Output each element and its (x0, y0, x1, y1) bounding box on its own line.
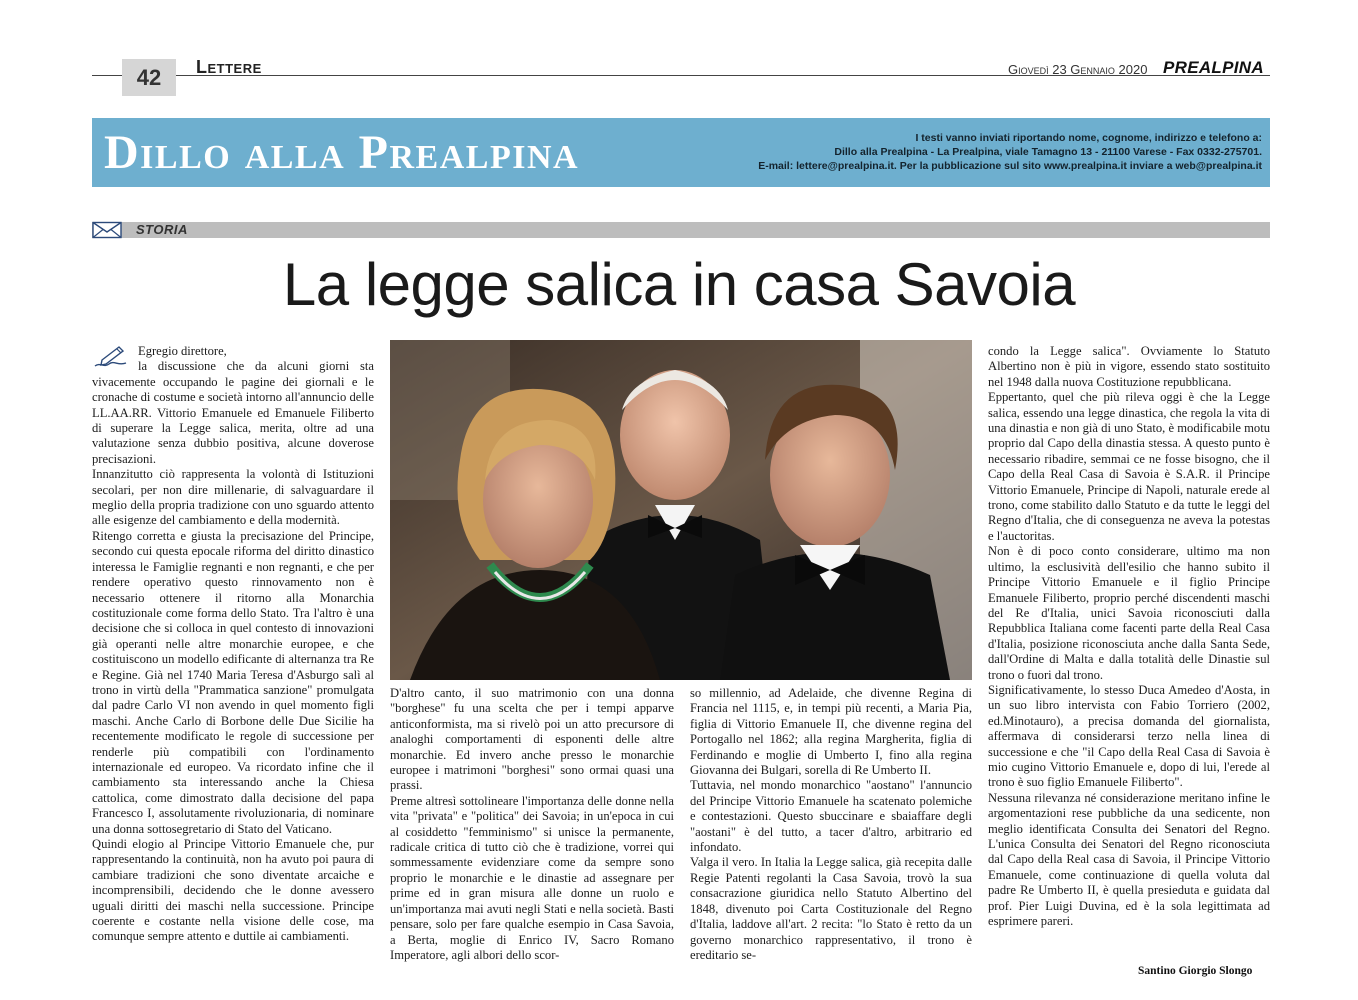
paragraph: Significativamente, lo stesso Duca Amedeo d'Aosta, in un suo libro intervista con Fabio Torriero (2002, ed.Minotauro), a precisa domanda del giornalista, affermava di considerarsi terzo nella linea di successione e che "il Capo della Real Casa di Savoia è mio cugino Vittorio Emanuele e, dopo di lui, l'erede al trono è suo figlio Emanuele Filiberto". (988, 682, 1270, 790)
paragraph: Nessuna rilevanza né considerazione meritano infine le argomentazioni rese pubbliche da una sedicente, non meglio identificata Consulta dei Senatori del Regno. L'unica Consulta dei Senatori del Regno riconosciuta dal Capo della Real casa di Savoia, il Principe Vittorio Emanuele, come continuazione di quella voluta dal padre Re Umberto II, è quella presieduta e guidata dal prof. Pier Luigi Duvina, ed è la sola legittimata ad esprimere pareri. (988, 790, 1270, 929)
paragraph: Quindi elogio al Principe Vittorio Emanuele che, pur rappresentando la continuità, non ha avuto poi paura di cambiare tradizioni che sono diventate arcaiche e incomprensibili, decidendo che le donne avessero uguali diritti dei maschi nella successione. Principe coerente e costante nella visione delle cose, ma comunque sempre attento e duttile ai cambiamenti. (92, 837, 374, 944)
masthead-logo (1163, 58, 1264, 78)
paragraph: condo la Legge salica". Ovviamente lo Statuto Albertino non è più in vigore, essendo stato sostituito nel 1948 dalla nuova Costituzione repubblicana. (988, 344, 1270, 389)
envelope-icon (92, 221, 122, 239)
paragraph: Innanzitutto ciò rappresenta la volontà di Istituzioni secolari, per non dire millenarie, di salvaguardare il meglio della propria tradizione con uno sguardo attento alle esigenze del cambiamento e della modernità. (92, 467, 374, 528)
author-signature: Santino Giorgio Slongo (1138, 965, 1253, 977)
article-column-4 (988, 344, 1270, 962)
paragraph: Tuttavia, nel mondo monarchico "aostano" l'annuncio del Principe Vittorio Emanuele ha scatenato polemiche e contestazioni. Questo sbuccinare e sbaiaffare degli "aostani" è del tutto, a tacer d'altro, arbitrario ed infondato. (690, 778, 972, 855)
photo-illustration (390, 340, 972, 680)
banner-info-line: E-mail: lettere@prealpina.it. Per la pubblicazione sul sito www.prealpina.it inviare a web@prealpina.it (758, 160, 1262, 172)
pen-writing-icon (92, 344, 130, 370)
section-title: Lettere (196, 57, 262, 77)
banner-info-line: Dillo alla Prealpina - La Prealpina, viale Tamagno 13 - 21100 Varese - Fax 0332-275701. (834, 146, 1262, 158)
paragraph: Eppertanto, quel che più rileva oggi è che la Legge salica, essendo una legge dinastica, che regola la vita di una dinastia e non già di uno Stato, è modificabile motu proprio dal Capo della dinastia stessa. A questo punto è necessario ribadire, semmai ce ne fosse bisogno, che il Capo della Real Casa di Savoia è S.A.R. il Principe Vittorio Emanuele, Principe di Napoli, naturale erede al trono, come stabilito dallo Statuto e da tutte le leggi del Regno d'Italia, che di conseguenza ne aveva la potestas e l'auctoritas. (988, 390, 1270, 543)
banner-title: Dillo alla Prealpina (104, 126, 580, 179)
page-number: 42 (122, 59, 176, 96)
banner-info (758, 131, 1262, 173)
paragraph: Valga il vero. In Italia la Legge salica, già recepita dalle Regie Patenti regolanti la Casa Savoia, trovò la sua consacrazione giuridica nello Statuto Albertino del 1848, divenuto poi Carta Costituzionale del Regno d'Italia, laddove all'art. 2 recita: "lo Stato è retto da un governo monarchico rappresentativo, il trono è ereditario se- (690, 855, 972, 962)
article-photo (390, 340, 972, 680)
category-label: STORIA (136, 222, 188, 237)
article-headline: La legge salica in casa Savoia (282, 251, 1076, 318)
paragraph: D'altro canto, il suo matrimonio con una donna "borghese" fu una scelta che per i tempi apparve anticonformista, ma si rivelò poi un atto precursore di analoghi comportamenti di esponenti delle altre monarchie. Ed invero anche presso le monarchie europee i matrimoni "borghesi" sono ormai quasi una prassi. (390, 686, 674, 793)
article-column-1 (92, 344, 374, 984)
category-bar (92, 222, 1270, 238)
letters-banner (92, 118, 1270, 187)
paragraph: Preme altresì sottolineare l'importanza delle donne nella vita "privata" e "politica" dei Savoia; in un'epoca in cui al cosiddetto "femminismo" si unisce la permanente, radicale critica di tutto ciò che è tradizione, vorrei qui sommessamente evidenziare come da sempre sono proprio le monarchie e le dinastie ad assegnare per prime ed in gran misura alle donne un ruolo e un'importanza mai avuti negli Stati e nella società. Basti pensare, solo per fare qualche esempio in Casa Savoia, a Berta, moglie di Enrico IV, Sacro Romano Imperatore, agli albori dello scor- (390, 793, 674, 962)
issue-date: Giovedì 23 Gennaio 2020 (1008, 62, 1148, 77)
article-column-2 (390, 686, 674, 986)
paragraph: la discussione che da alcuni giorni sta vivacemente occupando le pagine dei giornali e le cronache di costume e società intorno all'annuncio delle LL.AA.RR. Vittorio Emanuele ed Emanuele Filiberto di superare la Legge salica, merita, oltre ad una valutazione senza dubbio positiva, alcune doverose precisazioni. (92, 359, 374, 466)
paragraph: so millennio, ad Adelaide, che divenne Regina di Francia nel 1115, e, in tempi più recenti, a Maria Pia, figlia di Vittorio Emanuele II, che divenne regina del Portogallo nel 1862; alla regina Margherita, figlia di Ferdinando e moglie di Umberto I, fino alla regina Giovanna dei Bulgari, sorella di Re Umberto II. (690, 686, 972, 778)
masthead-text: PREALPINA (1163, 58, 1264, 77)
banner-info-line: I testi vanno inviati riportando nome, cognome, indirizzo e telefono a: (915, 132, 1262, 144)
paragraph: Non è di poco conto considerare, ultimo ma non ultimo, la esclusività dell'esilio che hanno subito il Principe Vittorio Emanuele e il figlio Principe Emanuele Filiberto, proprio perché discendenti maschi del Re d'Italia, unici Savoia riconosciuti dalla Repubblica Italiana come facenti parte della Real Casa d'Italia, posizione riconosciuta anche dalla Santa Sede, dall'Ordine di Malta e dalla totalità delle Dinastie sul trono o fuori dal trono. (988, 544, 1270, 682)
salutation: Egregio direttore, (138, 344, 227, 358)
paragraph: Ritengo corretta e giusta la precisazione del Principe, secondo cui questa epocale riforma del diritto dinastico interessa le Famiglie regnanti e non regnanti, e che per rendere operativo questo rinnovamento non è necessario ottenere il ritorno alla Monarchia costituzionale come forma dello Stato. Tra l'altro è una decisione che si colloca in quel contesto di innovazioni già operanti nelle altre monarchie europee, e che costituiscono un modello edificante di alternanza tra Re e Regine. Già nel 1740 Maria Teresa d'Asburgo salì al trono in virtù della "Prammatica sanzione" promulgata dal padre Carlo VI non avendo in quel momento figli maschi. Anche Carlo di Borbone delle Due Sicilie ha recentemente modificato le regole di successione per renderle più compatibili con l'ordinamento internazionale ed europeo. Va ricordato infine che il cambiamento sta interessando anche la Chiesa cattolica, come dimostrato dalla decisione del papa Francesco I, assolutamente rivoluzionaria, di nominare una donna sottosegretario di Stato del Vaticano. (92, 528, 374, 836)
article-column-3 (690, 686, 972, 986)
